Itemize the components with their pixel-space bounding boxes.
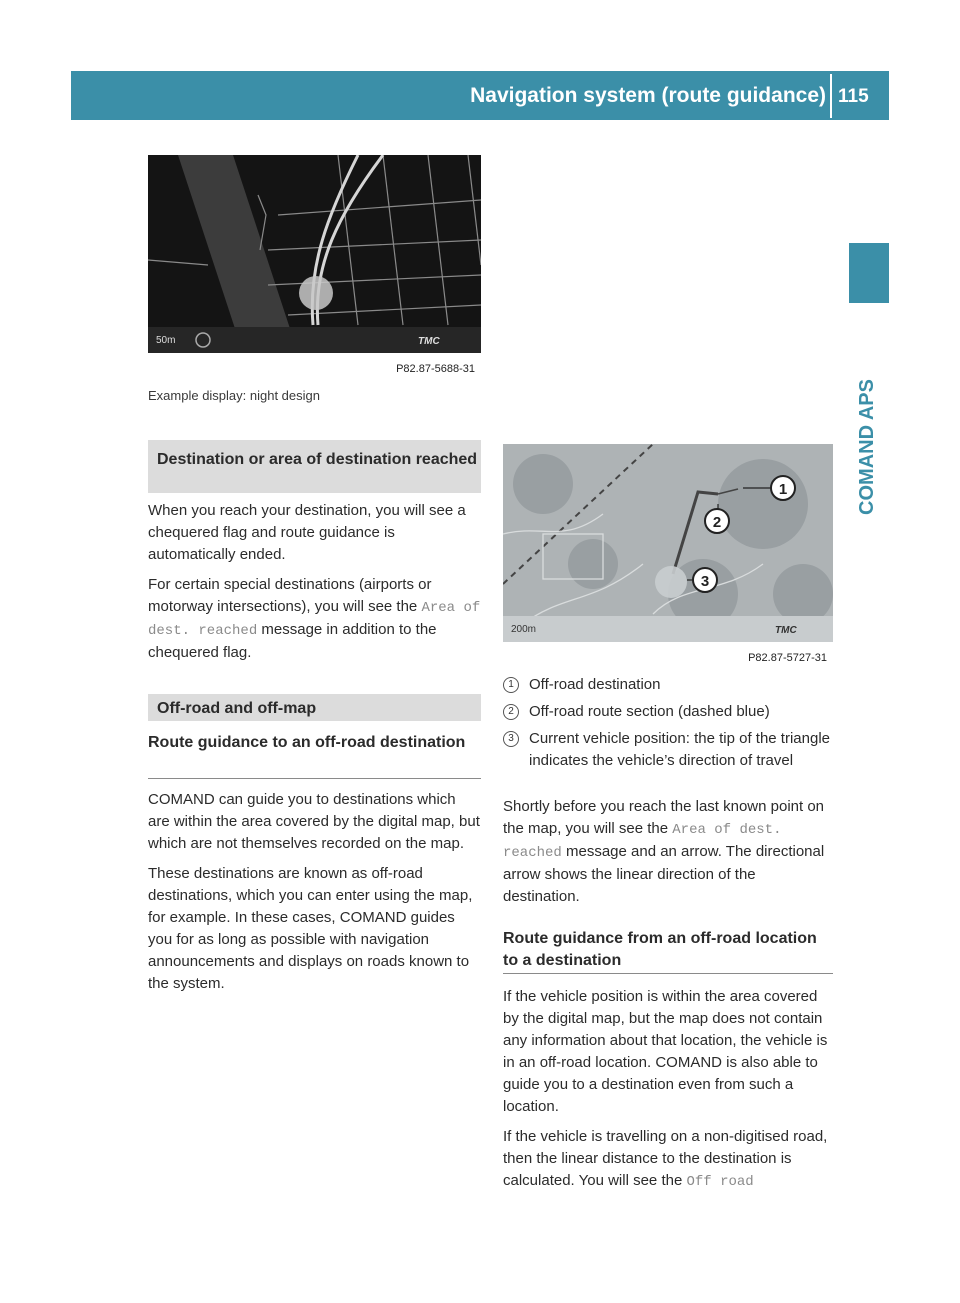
svg-text:2: 2 [712,514,722,531]
right-paragraph-3: If the vehicle is travelling on a non-digitised road, then the linear distance to the destination is calculated. You will see the Off road [503,1128,828,1190]
list-item: 3 Current vehicle position: the tip of the triangle indicates the vehicle’s direction of travel [503,728,833,772]
offroad-scale-label: 200m [511,624,537,635]
svg-text:TMC: TMC [418,336,440,347]
callout-marker-1: 1 [503,677,519,693]
right-paragraph-1: Shortly before you reach the last known point on the map, you will see the Area of dest. reached message and an arrow. The directional arrow shows the linear direction of the destination. [503,798,825,905]
right-text-2 [503,986,833,1201]
offroad-figure-code: P82.87-5727-31 [748,652,827,664]
callout-2 [705,509,729,533]
callout-marker-2: 2 [503,704,519,720]
offroad-text [148,789,481,1003]
offroad-paragraph-2: These destinations are known as off-road destinations, which you can enter using the map, for example. In these cases, COMAND guides you for as long as possible with navigation announcements and displays on roads known to the system. [148,865,473,992]
svg-text:TMC: TMC [775,625,797,636]
side-tab [849,243,889,303]
destination-paragraph-1: When you reach your destination, you will see a chequered flag and route guidance is automatically ended. [148,502,466,563]
figure-legend [503,674,833,777]
callout-1 [771,476,795,500]
list-item: 2 Off-road route section (dashed blue) [503,701,833,723]
page-number: 115 [838,86,869,107]
list-item: 1 Off-road destination [503,674,833,696]
subheading-offroad-location: Route guidance from an off-road location to a destination [503,930,817,969]
night-figure-code: P82.87-5688-31 [396,363,475,375]
night-figure-caption: Example display: night design [148,388,320,403]
night-map-image [148,155,481,377]
right-text-1 [503,796,833,916]
offroad-map-image [503,444,833,666]
page-title: Navigation system (route guidance) [470,84,826,107]
destination-text [148,500,481,672]
offroad-map-figure [503,444,833,666]
destination-paragraph-2: For certain special destinations (airports or motorway intersections), you will see the Area of dest. reached message in addition to the chequered flag. [148,576,481,661]
svg-text:1: 1 [778,481,788,498]
heading-rule [503,973,833,974]
display-message-area-of-dest: Area of dest. reached [148,600,481,639]
header-divider [830,74,832,118]
heading-rule [148,778,481,779]
callout-marker-3: 3 [503,731,519,747]
offroad-paragraph-1: COMAND can guide you to destinations which are within the area covered by the digital map, but which are not themselves recorded on the map. [148,791,480,852]
display-message-off-road: Off road [686,1174,754,1190]
callout-3 [693,568,717,592]
section-heading-destination: Destination or area of destination reached [148,440,481,493]
night-scale-label: 50m [156,335,176,346]
night-map-figure [148,155,481,377]
section-heading-offroad: Off-road and off-map [148,694,481,721]
display-message-area-of-dest-2: Area of dest. reached [503,822,782,861]
right-paragraph-2: If the vehicle position is within the area covered by the digital map, but the map does not contain any information about that location, the vehicle is in an off-road location. COMAND is also able to guide you to a destination even from such a location. [503,988,828,1115]
svg-text:3: 3 [700,573,710,590]
side-label: COMAND APS [856,379,878,515]
subheading-offroad-destination: Route guidance to an off-road destination [148,734,466,751]
